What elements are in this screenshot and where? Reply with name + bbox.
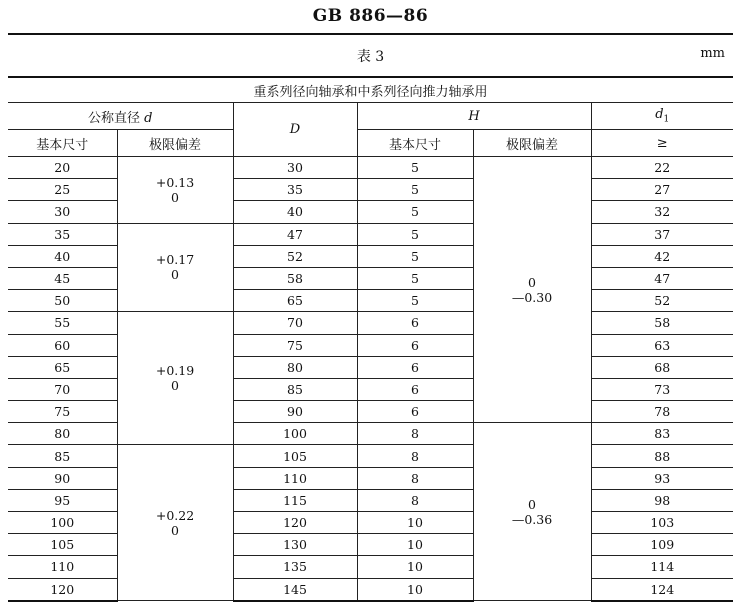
table-row [8, 489, 733, 511]
header-d1 [591, 103, 733, 130]
cell-H-basic: 10 [357, 534, 473, 556]
cell-d1: 124 [591, 578, 733, 601]
cell-d-tolerance-upper: +0.17 [155, 252, 195, 268]
cell-H-tolerance-upper: 0 [528, 496, 536, 512]
cell-D: 80 [233, 356, 357, 378]
cell-D: 110 [233, 467, 357, 489]
cell-d1: 109 [591, 534, 733, 556]
cell-d-basic: 40 [8, 245, 117, 267]
cell-d-basic: 25 [8, 179, 117, 201]
cell-d-basic: 50 [8, 290, 117, 312]
cell-H-basic: 10 [357, 512, 473, 534]
cell-d-tolerance-upper: +0.13 [155, 174, 195, 190]
table-row [8, 179, 733, 201]
cell-H-basic: 8 [357, 467, 473, 489]
table-row [8, 378, 733, 400]
cell-d-tolerance-upper: +0.22 [155, 507, 195, 523]
cell-H-basic: 6 [357, 378, 473, 400]
cell-H-basic: 8 [357, 423, 473, 445]
cell-d1: 42 [591, 245, 733, 267]
cell-H-basic: 5 [357, 223, 473, 245]
cell-d1: 47 [591, 267, 733, 289]
document-header: GB 886—86 [312, 6, 429, 26]
header-d-symbol: d [144, 110, 153, 126]
cell-H-basic: 5 [357, 267, 473, 289]
cell-d-tolerance-upper: +0.19 [155, 363, 195, 379]
table-row [8, 223, 733, 245]
cell-d1: 98 [591, 489, 733, 511]
cell-d-basic: 105 [8, 534, 117, 556]
table-title: 重系列径向轴承和中系列径向推力轴承用 [8, 77, 733, 103]
cell-d1: 22 [591, 157, 733, 179]
cell-H-tolerance-lower: —0.36 [511, 511, 553, 527]
cell-H-basic: 8 [357, 489, 473, 511]
header-d-tolerance: 极限偏差 [117, 130, 233, 157]
cell-D: 130 [233, 534, 357, 556]
header-rule [8, 33, 733, 35]
cell-d1: 68 [591, 356, 733, 378]
cell-D: 40 [233, 201, 357, 223]
header-nominal-diameter-label: 公称直径 [88, 110, 141, 126]
cell-D: 35 [233, 179, 357, 201]
cell-d1: 32 [591, 201, 733, 223]
cell-H-basic: 6 [357, 312, 473, 334]
cell-d-tolerance-lower: 0 [171, 267, 179, 283]
table-row [8, 245, 733, 267]
cell-D: 75 [233, 334, 357, 356]
header-H-tolerance: 极限偏差 [473, 130, 591, 157]
table-row [8, 312, 733, 334]
cell-d-basic: 75 [8, 401, 117, 423]
data-table [8, 76, 733, 602]
table-row [8, 467, 733, 489]
table-row [8, 334, 733, 356]
cell-d-basic: 65 [8, 356, 117, 378]
cell-d1: 73 [591, 378, 733, 400]
cell-d-basic: 30 [8, 201, 117, 223]
cell-D: 90 [233, 401, 357, 423]
cell-D: 105 [233, 445, 357, 467]
table-row [8, 578, 733, 601]
cell-D: 30 [233, 157, 357, 179]
cell-d-tolerance [117, 223, 233, 312]
table-row [8, 201, 733, 223]
cell-d-basic: 100 [8, 512, 117, 534]
header-d1-subscript: 1 [663, 114, 670, 125]
cell-d-basic: 35 [8, 223, 117, 245]
cell-H-basic: 5 [357, 290, 473, 312]
cell-D: 135 [233, 556, 357, 578]
cell-d-basic: 90 [8, 467, 117, 489]
cell-d-basic: 95 [8, 489, 117, 511]
cell-d-basic: 45 [8, 267, 117, 289]
cell-H-basic: 5 [357, 245, 473, 267]
cell-d-tolerance [117, 157, 233, 224]
cell-d-tolerance-lower: 0 [171, 189, 179, 205]
cell-H-basic: 5 [357, 201, 473, 223]
cell-d-basic: 60 [8, 334, 117, 356]
cell-H-basic: 5 [357, 157, 473, 179]
table-row [8, 290, 733, 312]
cell-D: 100 [233, 423, 357, 445]
cell-d-tolerance [117, 312, 233, 445]
cell-d1: 88 [591, 445, 733, 467]
table-row [8, 356, 733, 378]
cell-D: 65 [233, 290, 357, 312]
cell-H-basic: 10 [357, 556, 473, 578]
cell-d1: 83 [591, 423, 733, 445]
cell-d-tolerance-lower: 0 [171, 378, 179, 394]
cell-H-tolerance-upper: 0 [528, 274, 536, 290]
cell-H-basic: 5 [357, 179, 473, 201]
table-row [8, 401, 733, 423]
cell-H-tolerance-lower: —0.30 [511, 289, 553, 305]
cell-H-tolerance [473, 157, 591, 423]
cell-d-basic: 80 [8, 423, 117, 445]
table-row [8, 267, 733, 289]
cell-d1: 37 [591, 223, 733, 245]
cell-H-basic: 10 [357, 578, 473, 601]
table-row [8, 423, 733, 445]
cell-d-basic: 70 [8, 378, 117, 400]
cell-d1: 52 [591, 290, 733, 312]
cell-d1: 78 [591, 401, 733, 423]
cell-d-basic: 110 [8, 556, 117, 578]
cell-D: 58 [233, 267, 357, 289]
header-nominal-diameter [8, 103, 233, 130]
cell-d1: 63 [591, 334, 733, 356]
header-D: D [233, 103, 357, 157]
cell-d-tolerance [117, 445, 233, 601]
cell-d-tolerance-lower: 0 [171, 522, 179, 538]
table-row [8, 445, 733, 467]
cell-D: 120 [233, 512, 357, 534]
cell-H-tolerance [473, 423, 591, 601]
cell-D: 85 [233, 378, 357, 400]
header-d-basic: 基本尺寸 [8, 130, 117, 157]
cell-d-basic: 85 [8, 445, 117, 467]
cell-d1: 103 [591, 512, 733, 534]
cell-D: 70 [233, 312, 357, 334]
cell-D: 52 [233, 245, 357, 267]
cell-D: 47 [233, 223, 357, 245]
table-row [8, 512, 733, 534]
cell-d1: 93 [591, 467, 733, 489]
table-caption: 表 3 [356, 49, 385, 65]
header-d1-symbol: d [655, 107, 664, 123]
cell-H-basic: 6 [357, 356, 473, 378]
cell-d-basic: 55 [8, 312, 117, 334]
cell-D: 115 [233, 489, 357, 511]
cell-H-basic: 8 [357, 445, 473, 467]
cell-D: 145 [233, 578, 357, 601]
cell-d1: 27 [591, 179, 733, 201]
cell-H-basic: 6 [357, 401, 473, 423]
table-row [8, 556, 733, 578]
cell-H-basic: 6 [357, 334, 473, 356]
header-H: H [357, 103, 591, 130]
cell-d-basic: 20 [8, 157, 117, 179]
table-row [8, 534, 733, 556]
cell-d1: 114 [591, 556, 733, 578]
table-unit: mm [700, 46, 725, 61]
cell-d-basic: 120 [8, 578, 117, 601]
table-row [8, 157, 733, 179]
cell-d1: 58 [591, 312, 733, 334]
header-H-basic: 基本尺寸 [357, 130, 473, 157]
header-d1-sign: ≥ [591, 130, 733, 157]
